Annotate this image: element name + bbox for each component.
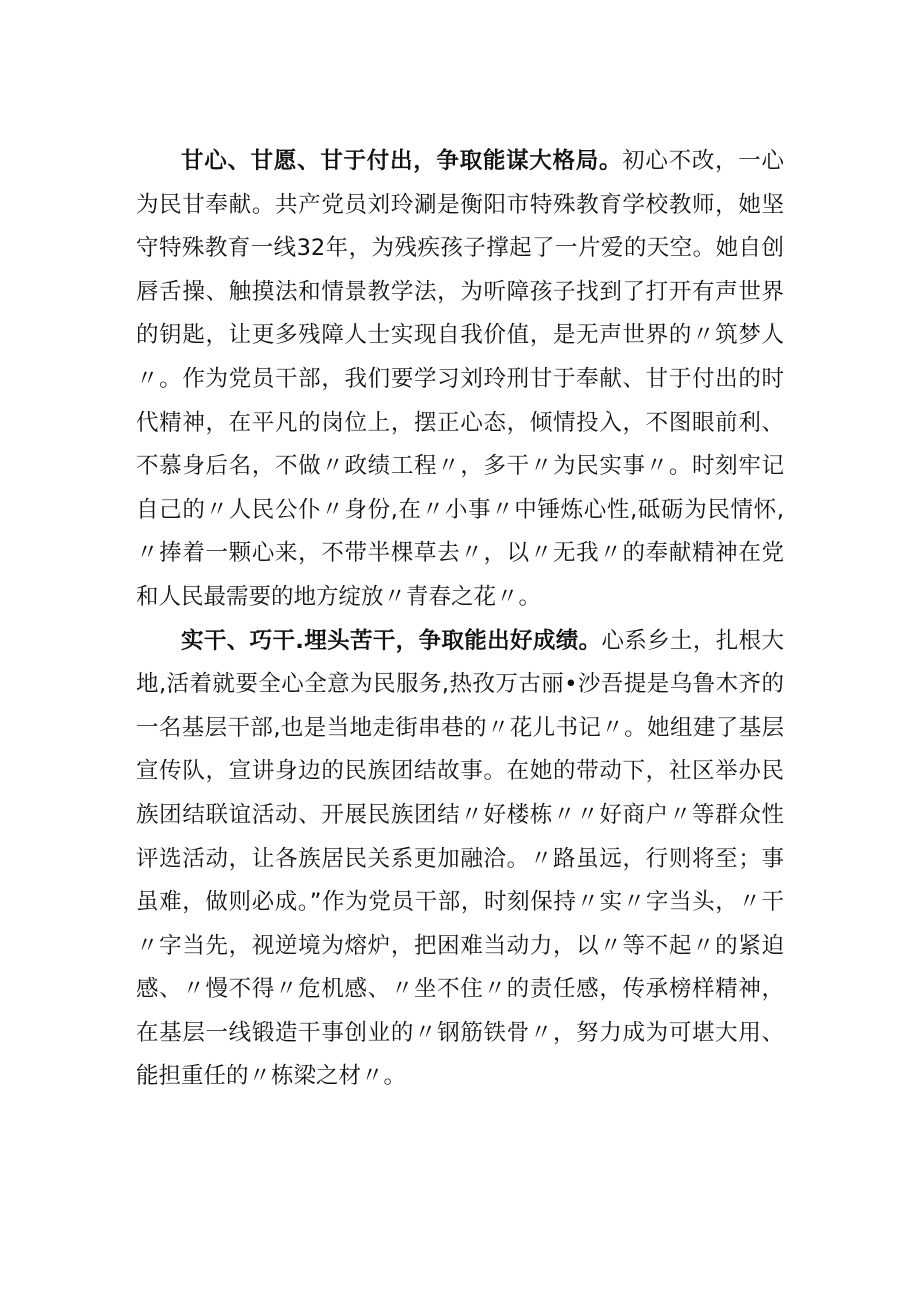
paragraph-1-body: 初心不改，一心为民甘奉献。共产党员刘玲涮是衡阳市特殊教育学校教师，她坚守特殊教育一线32年，为残疾孩子撑起了一片爱的天空。她自创唇舌操、触摸法和情景教学法，为听障孩子找到了打开有声世界的钥匙，让更多残障人士实现自我价值，是无声世界的〃筑梦人〃。作为党员干部，我们要学习刘玲刑甘于奉献、甘于付出的时代精神，在平凡的岗位上，摆正心态，倾情投入，不图眼前利、不慕身后名，不做〃政绩工程〃，多干〃为民实事〃。时刻牢记自己的〃人民公仆〃身份,在〃小事〃中锤炼心性,砥砺为民情怀,〃捧着一颗心来，不带半棵草去〃，以〃无我〃的奉献精神在党和人民最需要的地方绽放〃青春之花〃。 xyxy=(136,148,784,610)
paragraph-2-lead: 实干、巧干.埋头苦干，争取能出好成绩。 xyxy=(181,627,602,654)
paragraph-2-body: 心系乡土，扎根大地,活着就要全心全意为民服务,热孜万古丽•沙吾提是乌鲁木齐的一名基层干部,也是当地走街串巷的〃花儿书记〃。她组建了基层宣传队，宣讲身边的民族团结故事。在她的带动下，社区举办民族团结联谊活动、开展民族团结〃好楼栋〃〃好商户〃等群众性评选活动，让各族居民关系更加融洽。〃路虽远，行则将至；事虽难，做则必成。”作为党员干部，时刻保持〃实〃字当头，〃干〃字当先，视逆境为熔炉，把困难当动力，以〃等不起〃的紧迫感、〃慢不得〃危机感、〃坐不住〃的责任感，传承榜样精神，在基层一线锻造干事创业的〃钢筋铁骨〃，努力成为可堪大用、能担重任的〃栋梁之材〃。 xyxy=(136,627,784,1090)
paragraph-2 xyxy=(136,620,784,1100)
paragraph-1-lead: 甘心、甘愿、甘于付出，争取能谋大格局。 xyxy=(181,148,623,174)
paragraph-1 xyxy=(136,140,784,620)
document-body xyxy=(136,140,784,1099)
